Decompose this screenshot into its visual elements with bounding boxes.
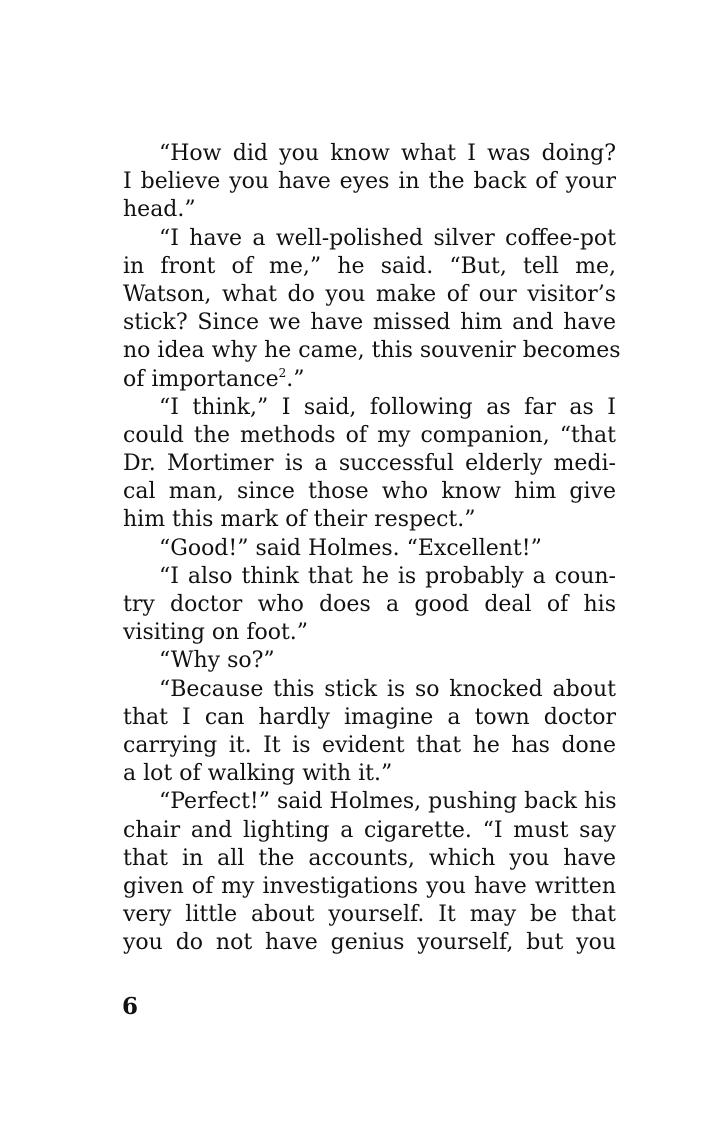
text-fragment: .” — [286, 366, 305, 392]
text-line: “Good!” said Holmes. “Excellent!” — [159, 535, 542, 561]
text-line: “I have a well-polished silver coffee-pot — [159, 225, 616, 251]
text-line: Watson, what do you make of our visitor’s — [123, 281, 616, 307]
text-line: that I can hardly imagine a town doctor — [123, 704, 616, 730]
text-line: chair and lighting a cigarette. “I must say — [123, 817, 616, 843]
text-line: could the methods of my companion, “that — [123, 422, 616, 448]
paragraph — [123, 563, 616, 648]
paragraph — [123, 394, 616, 535]
text-line: given of my investigations you have written — [123, 873, 616, 899]
text-line: cal man, since those who know him give — [123, 479, 616, 505]
text-line: stick? Since we have missed him and have — [123, 310, 616, 336]
paragraph — [123, 647, 616, 675]
text-line: him this mark of their respect.” — [123, 507, 476, 533]
text-line: “Why so?” — [159, 648, 275, 674]
text-line: in front of me,” he said. “But, tell me, — [123, 253, 616, 279]
paragraph — [123, 535, 616, 563]
text-line: visiting on foot.” — [123, 620, 309, 646]
text-line: try doctor who does a good deal of his — [123, 592, 616, 617]
text-line: carrying it. It is evident that he has done — [123, 732, 616, 758]
text-line: a lot of walking with it.” — [123, 761, 393, 787]
text-line — [123, 366, 616, 394]
text-line: very little about yourself. It may be that — [123, 902, 616, 928]
text-line: Dr. Mortimer is a successful elderly medi- — [123, 451, 616, 477]
page-number: 6 — [122, 993, 139, 1020]
page-body — [123, 140, 621, 957]
text-line: “Perfect!” said Holmes, pushing back his — [159, 789, 617, 815]
text-line: “Because this stick is so knocked about — [159, 676, 616, 702]
text-line: “I think,” I said, following as far as I — [159, 394, 616, 420]
paragraph — [123, 225, 621, 394]
text-line: you do not have genius yourself, but you — [123, 930, 616, 956]
text-line: that in all the accounts, which you have — [123, 845, 616, 871]
paragraph — [123, 140, 616, 225]
text-line: “I also think that he is probably a coun- — [159, 563, 616, 589]
paragraph — [123, 676, 616, 789]
text-line: I believe you have eyes in the back of your — [123, 169, 616, 195]
text-line: “How did you know what I was doing? — [159, 141, 616, 166]
text-line: head.” — [123, 197, 196, 223]
text-line: no idea why he came, this souvenir becomes — [123, 338, 621, 364]
text-fragment: of importance — [123, 366, 279, 392]
paragraph — [123, 788, 616, 957]
footnote-marker[interactable]: 2 — [278, 365, 287, 380]
